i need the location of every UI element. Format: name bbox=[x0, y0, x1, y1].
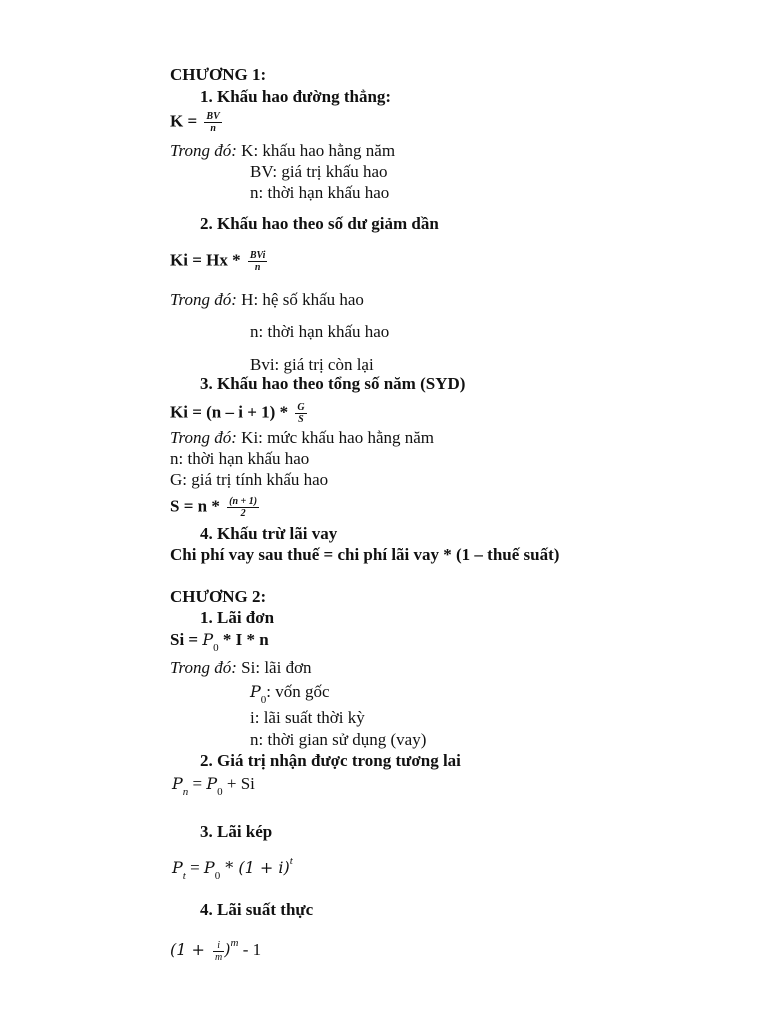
section-2-2-heading: 2. Giá trị nhận được trong tương lai bbox=[200, 751, 461, 770]
section-1-3-heading: 3. Khấu hao theo tổng số năm (SYD) bbox=[200, 374, 466, 393]
subscript: 0 bbox=[260, 694, 267, 706]
formula-part: Si = bbox=[170, 630, 203, 649]
fraction-numerator: (n + 1) bbox=[229, 496, 258, 507]
fraction-numerator: i bbox=[213, 940, 224, 952]
definition-line: n: thời hạn khấu hao bbox=[170, 449, 310, 468]
formula-straight-line bbox=[170, 111, 222, 134]
fraction bbox=[213, 940, 224, 963]
fraction-numerator: BV bbox=[206, 111, 220, 122]
variable-p: P bbox=[172, 774, 183, 793]
section-2-4-heading: 4. Lãi suất thực bbox=[200, 900, 314, 919]
formula-lhs: K = bbox=[170, 111, 202, 131]
fraction-denominator: m bbox=[215, 951, 223, 963]
definition-text: H: hệ số khấu hao bbox=[241, 290, 364, 309]
definition-line bbox=[250, 682, 330, 710]
section-1-1-heading: 1. Khấu hao đường thẳng: bbox=[200, 87, 392, 106]
formula-part: * I * n bbox=[218, 630, 269, 649]
formula-after-tax-interest: Chi phí vay sau thuế = chi phí lãi vay * (1 – thuế suất) bbox=[170, 545, 560, 564]
subscript: 0 bbox=[214, 870, 221, 882]
formula-future-value bbox=[172, 774, 255, 802]
formula-part: * (1 + i) bbox=[220, 858, 290, 877]
formula-syd bbox=[170, 402, 307, 425]
superscript: m bbox=[230, 937, 239, 949]
definition-text: K: khấu hao hằng năm bbox=[241, 141, 396, 160]
section-1-2-heading: 2. Khấu hao theo số dư giảm dần bbox=[200, 214, 439, 233]
definition-line bbox=[170, 290, 364, 310]
definition-line bbox=[170, 658, 312, 678]
definition-line: BV: giá trị khấu hao bbox=[250, 162, 388, 181]
definition-line: n: thời hạn khấu hao bbox=[250, 322, 390, 341]
where-label: Trong đó: bbox=[170, 658, 237, 677]
formula-part: - 1 bbox=[238, 940, 262, 959]
fraction bbox=[204, 111, 221, 134]
formula-part: (1 + bbox=[170, 940, 210, 959]
subscript: 0 bbox=[213, 642, 219, 654]
where-label: Trong đó: bbox=[170, 141, 237, 160]
formula-lhs: Ki = Hx * bbox=[170, 250, 245, 270]
formula-part: = bbox=[185, 858, 204, 877]
where-label: Trong đó: bbox=[170, 290, 237, 309]
definition-line bbox=[170, 428, 434, 448]
definition-text: Si: lãi đơn bbox=[241, 658, 312, 677]
definition-text: : vốn gốc bbox=[266, 682, 330, 701]
variable-p: P bbox=[203, 858, 215, 877]
superscript: t bbox=[289, 855, 293, 867]
definition-line: Bvi: giá trị còn lại bbox=[250, 355, 374, 374]
fraction-denominator: n bbox=[210, 123, 216, 134]
section-1-4-heading: 4. Khấu trừ lãi vay bbox=[200, 524, 338, 543]
where-label: Trong đó: bbox=[170, 428, 237, 447]
fraction bbox=[248, 250, 268, 273]
section-2-1-heading: 1. Lãi đơn bbox=[200, 608, 275, 627]
formula-compound-interest bbox=[172, 851, 293, 886]
subscript: 0 bbox=[217, 786, 223, 798]
definition-line: G: giá trị tính khấu hao bbox=[170, 470, 329, 489]
definition-line: n: thời gian sử dụng (vay) bbox=[250, 730, 427, 749]
definition-line bbox=[170, 141, 395, 161]
fraction-denominator: 2 bbox=[240, 508, 246, 519]
formula-lhs: Ki = (n – i + 1) * bbox=[170, 402, 293, 422]
variable-p: P bbox=[250, 682, 261, 701]
definition-line: n: thời hạn khấu hao bbox=[250, 183, 390, 202]
variable-p: P bbox=[206, 774, 218, 793]
chapter-1-title: CHƯƠNG 1: bbox=[170, 65, 267, 84]
fraction-numerator: G bbox=[297, 402, 305, 413]
chapter-2-title: CHƯƠNG 2: bbox=[170, 587, 267, 606]
definition-line: i: lãi suất thời kỳ bbox=[250, 708, 365, 727]
formula-part: ) bbox=[224, 940, 231, 959]
formula-simple-interest bbox=[170, 630, 269, 658]
fraction bbox=[295, 402, 306, 425]
fraction-denominator: n bbox=[254, 262, 261, 273]
variable-p: P bbox=[202, 630, 214, 649]
formula-effective-rate bbox=[170, 933, 261, 963]
fraction-denominator: S bbox=[298, 414, 304, 425]
subscript: t bbox=[182, 870, 186, 882]
formula-sum-of-years bbox=[170, 496, 259, 519]
fraction bbox=[227, 496, 259, 519]
formula-declining-balance bbox=[170, 250, 267, 273]
subscript: n bbox=[182, 786, 189, 798]
formula-part: + Si bbox=[222, 774, 255, 793]
section-2-3-heading: 3. Lãi kép bbox=[200, 822, 273, 841]
definition-text: Ki: mức khấu hao hằng năm bbox=[241, 428, 435, 447]
formula-lhs: S = n * bbox=[170, 496, 225, 516]
formula-part: = bbox=[188, 774, 207, 793]
fraction-numerator: BVi bbox=[249, 250, 266, 261]
variable-p: P bbox=[172, 858, 183, 877]
